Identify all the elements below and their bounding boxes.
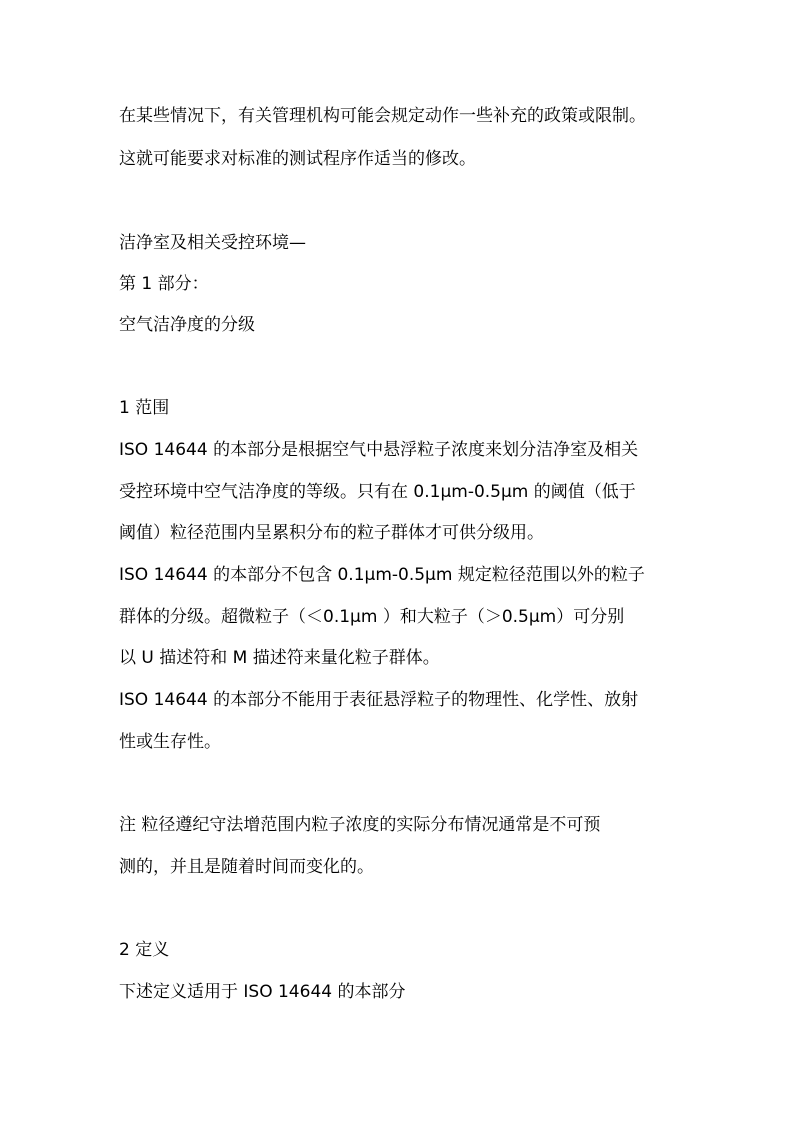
section-1-para-1-line-1: ISO 14644 的本部分是根据空气中悬浮粒子浓度来划分洁净室及相关 (119, 440, 639, 460)
section-2-para-1: 下述定义适用于 ISO 14644 的本部分 (119, 982, 406, 1002)
note-line-2: 测的，并且是随着时间而变化的。 (119, 857, 374, 877)
section-1-para-3-line-1: ISO 14644 的本部分不能用于表征悬浮粒子的物理性、化学性、放射 (119, 690, 639, 710)
section-2-heading: 2 定义 (119, 940, 170, 960)
title-line-1: 洁净室及相关受控环境— (119, 233, 306, 253)
title-line-3: 空气洁净度的分级 (119, 315, 255, 335)
section-1-para-1-line-3: 阈值）粒径范围内呈累积分布的粒子群体才可供分级用。 (119, 523, 544, 543)
title-line-2: 第 1 部分： (119, 274, 209, 294)
section-1-para-3-line-2: 性或生存性。 (119, 732, 221, 752)
section-1-para-2-line-2: 群体的分级。超微粒子（＜0.1μm ）和大粒子（＞0.5μm）可分别 (119, 607, 625, 627)
intro-line-1: 在某些情况下，有关管理机构可能会规定动作一些补充的政策或限制。 (119, 106, 646, 126)
note-line-1: 注 粒径遵纪守法增范围内粒子浓度的实际分布情况通常是不可预 (119, 815, 601, 835)
section-1-para-1-line-2: 受控环境中空气洁净度的等级。只有在 0.1μm-0.5μm 的阈值（低于 (119, 482, 636, 502)
section-1-heading: 1 范围 (119, 398, 170, 418)
section-1-para-2-line-3: 以 U 描述符和 M 描述符来量化粒子群体。 (119, 648, 440, 668)
intro-line-2: 这就可能要求对标准的测试程序作适当的修改。 (119, 149, 476, 169)
section-1-para-2-line-1: ISO 14644 的本部分不包含 0.1μm-0.5μm 规定粒径范围以外的粒子 (119, 565, 645, 585)
